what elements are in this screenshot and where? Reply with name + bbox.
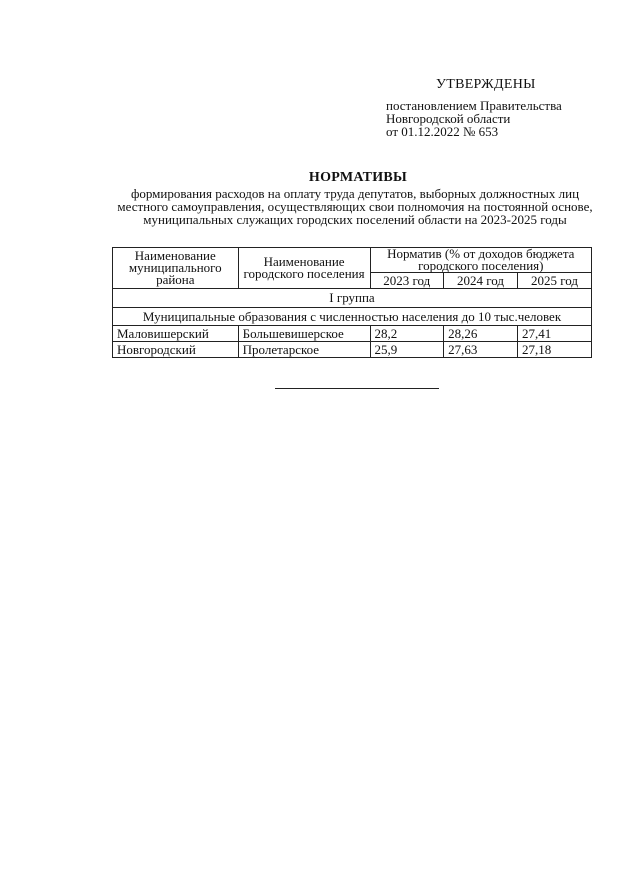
norms-table	[112, 247, 592, 358]
municipality-note-row	[113, 308, 592, 326]
cell-value-2023: 25,9	[370, 342, 444, 358]
cell-value-2025: 27,18	[518, 342, 592, 358]
cell-district: Маловишерский	[113, 326, 239, 342]
header-year-2025: 2025 год	[518, 273, 592, 289]
group-row	[113, 289, 592, 308]
cell-settlement: Пролетарское	[238, 342, 370, 358]
document-title: НОРМАТИВЫ	[308, 170, 408, 185]
table-row	[113, 326, 592, 342]
header-district: Наименование муниципального района	[113, 248, 239, 289]
approval-line-1: постановлением Правительства	[386, 98, 562, 113]
header-norm: Норматив (% от доходов бюджета городского поселения)	[370, 248, 591, 273]
closing-divider	[275, 388, 439, 389]
approval-line-3: от 01.12.2022 № 653	[386, 124, 499, 139]
approval-heading: УТВЕРЖДЕНЫ	[436, 77, 536, 92]
cell-value-2024: 28,26	[444, 326, 518, 342]
group-label: I группа	[113, 289, 592, 308]
cell-settlement: Большевишерское	[238, 326, 370, 342]
municipality-note: Муниципальные образования с численностью населения до 10 тыс.человек	[113, 308, 592, 326]
table-row	[113, 342, 592, 358]
header-year-2023: 2023 год	[370, 273, 444, 289]
cell-value-2023: 28,2	[370, 326, 444, 342]
approval-line-2: Новгородской области	[386, 111, 511, 126]
table-header-row	[113, 248, 592, 273]
cell-value-2025: 27,41	[518, 326, 592, 342]
document-subtitle: формирования расходов на оплату труда депутатов, выборных должностных лиц местного самоуправления, осуществляющих свои полномочия на постоянной основе, муниципальных служащих городских поселений области на 2023-2025 годы	[117, 186, 593, 227]
header-year-2024: 2024 год	[444, 273, 518, 289]
header-settlement: Наименование городского поселения	[238, 248, 370, 289]
cell-district: Новгородский	[113, 342, 239, 358]
approval-block	[386, 78, 626, 138]
cell-value-2024: 27,63	[444, 342, 518, 358]
